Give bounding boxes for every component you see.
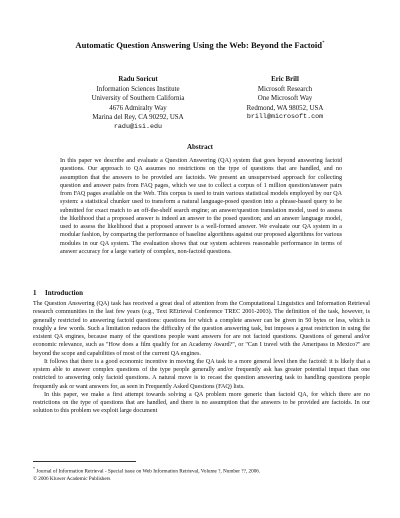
title-text: Automatic Question Answering Using the Web: Beyond the Factoid [75, 40, 323, 50]
author-affiliation: Microsoft Research [257, 85, 313, 93]
abstract-heading: Abstract [186, 143, 214, 151]
footnote [33, 465, 370, 483]
author-block-2 [210, 75, 360, 123]
footnote-copyright: © 2006 Kluwer Academic Publishers [33, 475, 111, 482]
footnote-divider [33, 461, 136, 462]
section-heading [33, 289, 83, 297]
section-title: Introduction [45, 289, 83, 297]
paper-title [0, 40, 400, 50]
abstract-text: In this paper we describe and evaluate a Question Answering (QA) system that goes beyond answering factoid questions. Our approach to QA assumes no restrictions on the type of questions that are handled, and no assumption that the answers to be provided are factoids. We present an unsupervised approach for collecting question and answer pairs from FAQ pages, which we use to collect a corpus of 1 million question/answer pairs from FAQ pages available on the Web. This corpus is used to train various statistical models employed by our QA system: a statistical chunker used to transform a natural language-posed question into a phrase-based query to be submitted for exact match to an off-the-shelf search engine; an answer/question translation model, used to assess the likelihood that a proposed answer is indeed an answer to the posed question; and an answer language model, used to assess the likelihood that a proposed answer is a well-formed answer. We evaluate our QA system in a modular fashion, by comparing the performance of baseline algorithms against our proposed algorithms for various modules in our QA system. The evaluation shows that our system achieves reasonable performance in terms of answer accuracy for a large variety of complex, non-factoid questions. [60, 158, 342, 255]
author-institution: One Microsoft Way [257, 95, 313, 103]
body-paragraph: The Question Answering (QA) task has received a great deal of attention from the Computational Linguistics and Information Retrieval research communities in the last few years (e.g., Text REtrieval Conference TREC 2001-2003). The definition of the task, however, is generally restricted to answering factoid questions: questions for which a complete answer can be given in 50 bytes or less, which is roughly a few words. Such a limitation reduces the difficulty of the question answering task, but imposes a great restriction in using the existent QA engines, because many of the questions people want answers for are not factoid questions. Questions of general and/or economic relevance, such as "How does a film qualify for an Academy Award?", or "Can I travel with the Ameripass in Mexico?" are beyond the scope and capabilities of most of the current QA engines. [33, 301, 370, 357]
body-paragraph: It follows that there is a good economic incentive in moving the QA task to a more general level then the factoid: it is likely that a system able to answer complex questions of the type people generally and/or frequently ask has greater potential impact than one restricted to answering only factoid questions. A natural move is to recast the question answering task to handling questions people frequently ask or want answers for, as seen in Frequently Asked Questions (FAQ) lists. [33, 358, 370, 390]
author-name: Eric Brill [271, 76, 299, 83]
section-body [33, 300, 370, 416]
author-city: Marina del Rey, CA 90292, USA [92, 114, 184, 122]
author-institution: University of Southern California [91, 95, 185, 103]
footnote-marker: * [33, 466, 35, 471]
author-name: Radu Soricut [118, 76, 158, 83]
author-block-1 [63, 75, 213, 133]
author-affiliation: Information Sciences Institute [96, 85, 180, 93]
author-email: brill@microsoft.com [246, 113, 324, 122]
author-street: 4676 Admiralty Way [109, 104, 167, 112]
footnote-journal-text: Journal of Information Retrieval - Special issue on Web Information Retrieval, Volume ?, Number ??, 2006. [36, 468, 261, 475]
body-paragraph: In this paper, we make a first attempt towards solving a QA problem more generic than factoid QA, for which there are no restrictions on the type of questions that are handled, and there is no assumption that the answers to be provided are factoids. In our solution to this problem we exploit large document [33, 391, 370, 415]
title-footnote-marker: * [322, 41, 325, 47]
footnote-journal [33, 465, 370, 476]
section-number: 1 [33, 289, 37, 297]
author-email: radu@isi.edu [113, 122, 163, 131]
author-street: Redmond, WA 98052, USA [246, 104, 324, 112]
